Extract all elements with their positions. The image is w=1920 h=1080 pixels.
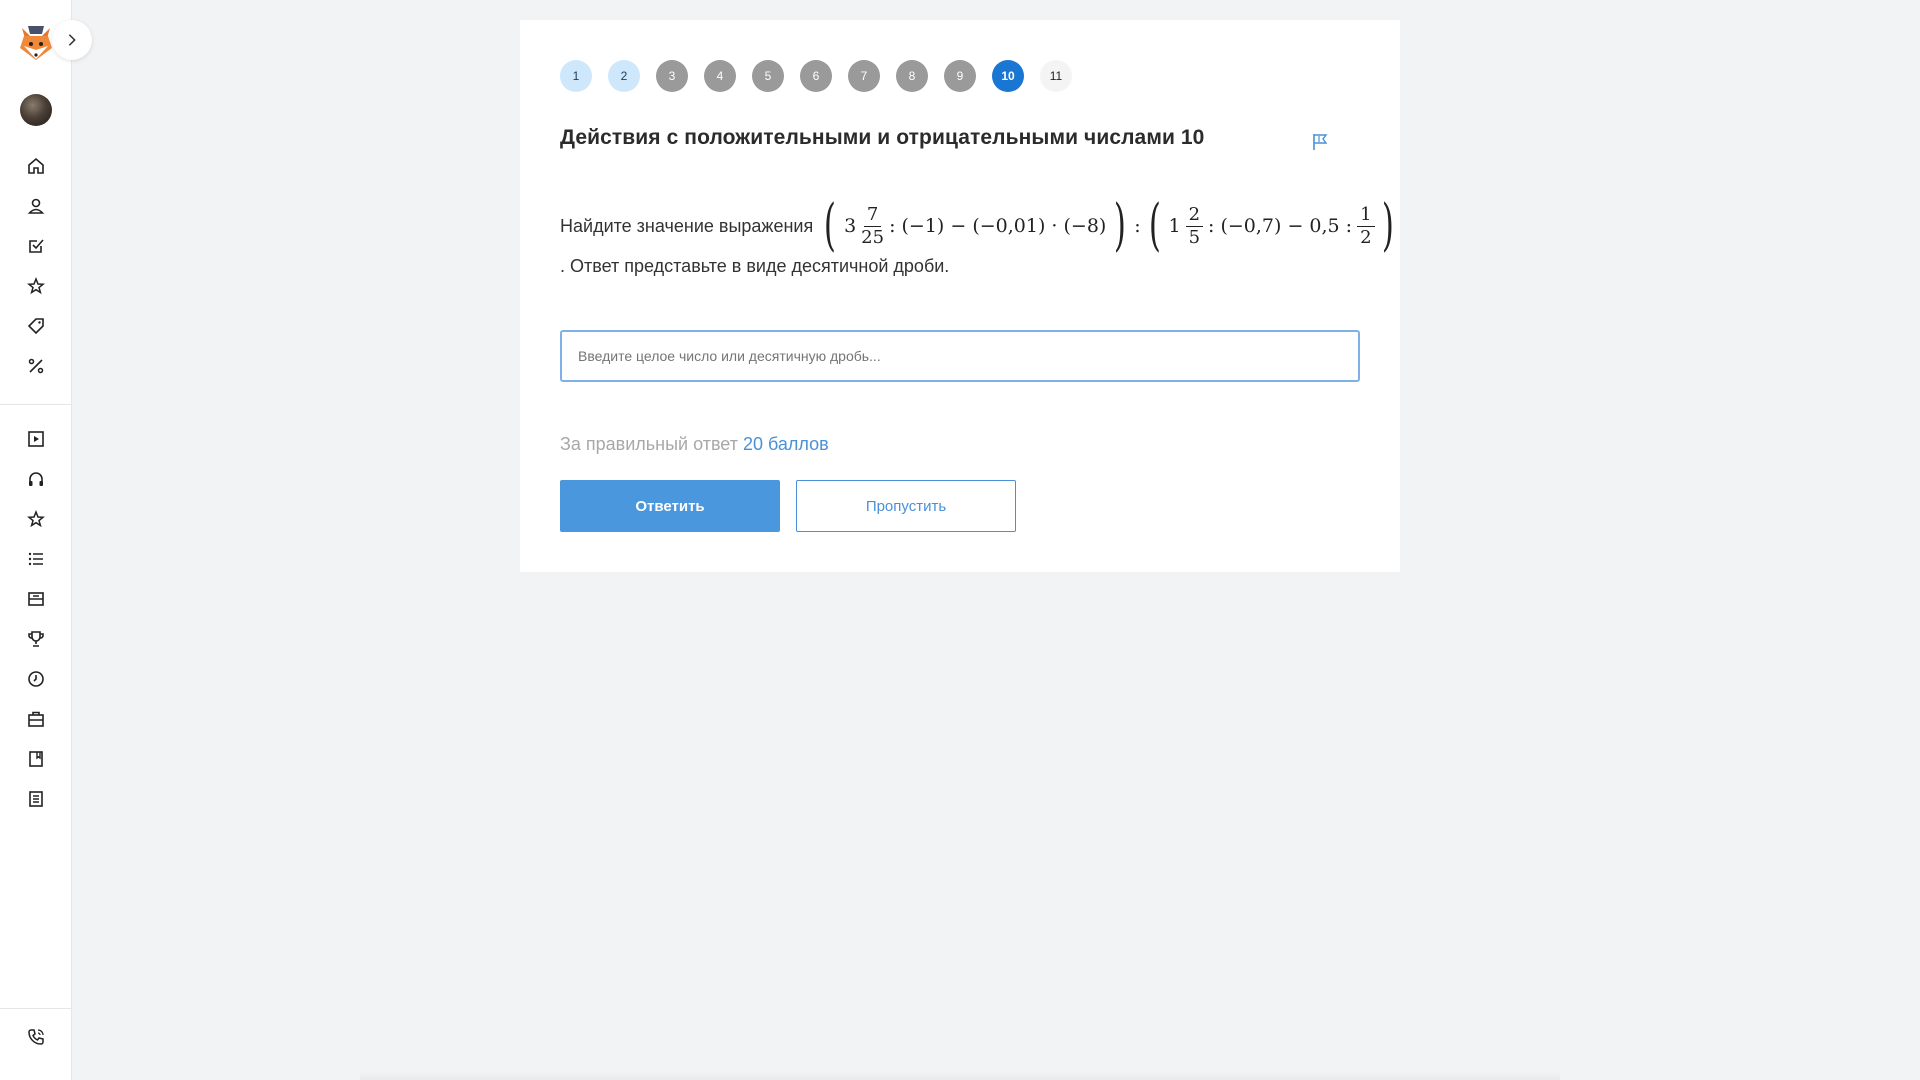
- list-icon[interactable]: [24, 547, 48, 571]
- sidebar-expand-button[interactable]: [52, 20, 92, 60]
- home-icon[interactable]: [24, 154, 48, 178]
- tag-icon[interactable]: [24, 314, 48, 338]
- math-operator: :: [1134, 215, 1141, 237]
- math-int: 1: [1168, 215, 1181, 237]
- math-part: : (−1) − (−0,01) · (−8): [889, 215, 1107, 237]
- briefcase-icon[interactable]: [24, 707, 48, 731]
- tasks-icon[interactable]: [24, 234, 48, 258]
- answer-input[interactable]: [560, 330, 1360, 382]
- clock-icon[interactable]: [24, 667, 48, 691]
- step-1[interactable]: 1: [560, 60, 592, 92]
- math-fraction: $\frac{1}{2}$: [1357, 206, 1374, 247]
- headphones-icon[interactable]: [24, 467, 48, 491]
- math-int: 3: [844, 215, 857, 237]
- step-9[interactable]: 9: [944, 60, 976, 92]
- favorites-icon[interactable]: [24, 507, 48, 531]
- step-11[interactable]: 11: [1040, 60, 1072, 92]
- math-part: : (−0,7) − 0,5 :: [1208, 215, 1353, 237]
- step-10[interactable]: 10: [992, 60, 1024, 92]
- step-4[interactable]: 4: [704, 60, 736, 92]
- question-text: [560, 193, 1394, 277]
- step-2[interactable]: 2: [608, 60, 640, 92]
- reward-points: 20 баллов: [742, 434, 829, 454]
- fox-logo-icon[interactable]: [16, 22, 56, 62]
- question-tail: . Ответ представьте в виде десятичной дроби.: [560, 256, 950, 276]
- skip-button[interactable]: Пропустить: [796, 480, 1016, 532]
- math-fraction: $\frac{7}{25}$: [861, 203, 885, 248]
- math-expression: ( 3 $\frac{7}{25}$ : (−1) − (−0,01) · (−8) ) : ( 1 $\frac{2}{5}$ : (−0,7) − 0,5 : $\frac{1}{2}$ ): [824, 193, 1394, 258]
- star-icon[interactable]: [24, 274, 48, 298]
- math-fraction: $\frac{2}{5}$: [1186, 206, 1203, 247]
- step-3[interactable]: 3: [656, 60, 688, 92]
- task-card: [520, 20, 1400, 572]
- step-5[interactable]: 5: [752, 60, 784, 92]
- report-flag-icon[interactable]: [1310, 132, 1330, 152]
- step-8[interactable]: 8: [896, 60, 928, 92]
- sidebar-divider: [0, 1008, 72, 1009]
- step-7[interactable]: 7: [848, 60, 880, 92]
- chevron-right-icon: [65, 33, 79, 47]
- answer-button[interactable]: Ответить: [560, 480, 780, 532]
- document-icon[interactable]: [24, 787, 48, 811]
- reward-prefix: За правильный ответ: [560, 434, 738, 454]
- bottom-shadow: [360, 1072, 1560, 1080]
- task-title: Действия с положительными и отрицательными числами 10: [560, 126, 1205, 149]
- inbox-icon[interactable]: [24, 587, 48, 611]
- percent-icon[interactable]: [24, 354, 48, 378]
- sidebar: [0, 0, 72, 1080]
- step-6[interactable]: 6: [800, 60, 832, 92]
- question-intro: Найдите значение выражения: [560, 215, 814, 236]
- book-icon[interactable]: [24, 747, 48, 771]
- profile-icon[interactable]: [24, 194, 48, 218]
- avatar[interactable]: [20, 94, 52, 126]
- video-icon[interactable]: [24, 427, 48, 451]
- phone-icon[interactable]: [24, 1025, 48, 1049]
- sidebar-divider: [0, 404, 72, 405]
- trophy-icon[interactable]: [24, 627, 48, 651]
- reward-text: [560, 434, 829, 455]
